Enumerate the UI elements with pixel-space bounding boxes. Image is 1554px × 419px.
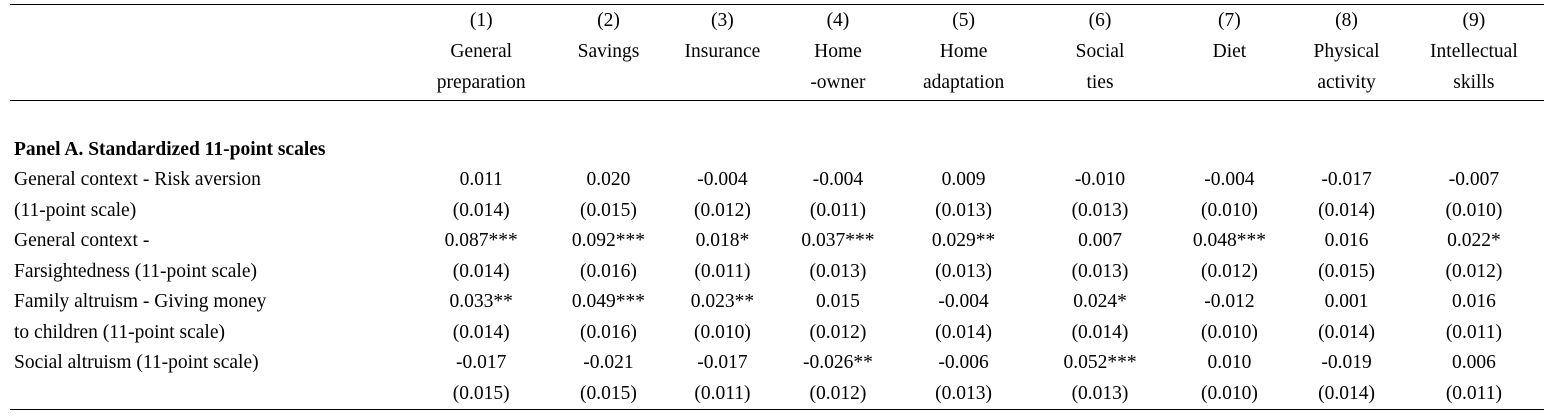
table-header xyxy=(10,5,1544,101)
row-label: Social altruism (11-point scale) xyxy=(14,352,259,373)
header-row-names-line1 xyxy=(10,36,1544,67)
header-column-number: (7) xyxy=(1218,10,1241,31)
standard-error-cell: (0.016) xyxy=(580,321,637,343)
coefficient-cell: 0.022* xyxy=(1447,230,1501,251)
coefficient-cell: -0.004 xyxy=(697,169,748,190)
header-column-name-line2: -owner xyxy=(779,67,897,101)
standard-error-row xyxy=(10,196,1544,227)
standard-error-cell: (0.011) xyxy=(1404,379,1544,410)
header-corner xyxy=(10,5,411,36)
row-label xyxy=(10,379,411,410)
row-label: Farsightedness (11-point scale) xyxy=(14,260,257,282)
header-column-number: (9) xyxy=(1462,10,1486,31)
coefficient-cell: 0.018* xyxy=(695,230,750,251)
coefficient-cell: 0.052*** xyxy=(1063,352,1137,373)
header-column-number: (6) xyxy=(1088,10,1112,31)
standard-error-cell: (0.011) xyxy=(1445,321,1502,343)
header-column-number: (5) xyxy=(952,10,975,31)
spacer-row xyxy=(10,101,1544,136)
coefficient-cell: 0.087*** xyxy=(444,230,518,251)
coefficient-cell: 0.029** xyxy=(931,230,996,251)
standard-error-cell: (0.010) xyxy=(693,321,751,343)
header-column-number: (8) xyxy=(1335,10,1358,31)
coefficient-cell: 0.001 xyxy=(1324,291,1369,312)
coefficient-cell: 0.011 xyxy=(459,169,503,190)
standard-error-row xyxy=(10,379,1544,410)
standard-error-cell: (0.015) xyxy=(1318,260,1375,282)
standard-error-cell: (0.013) xyxy=(1030,379,1169,410)
coefficient-cell: -0.017 xyxy=(697,352,748,373)
header-column-name-line1: Diet xyxy=(1212,41,1247,62)
header-corner xyxy=(10,36,411,67)
coefficient-row xyxy=(10,287,1544,318)
row-label: General context - xyxy=(14,230,150,251)
coefficient-cell: -0.012 xyxy=(1204,291,1255,312)
standard-error-cell: (0.012) xyxy=(693,199,751,221)
standard-error-cell: (0.011) xyxy=(694,260,751,282)
coefficient-row xyxy=(10,348,1544,379)
standard-error-cell: (0.012) xyxy=(779,379,897,410)
standard-error-row xyxy=(10,257,1544,288)
coefficient-cell: -0.017 xyxy=(456,352,507,373)
header-column-number: (4) xyxy=(826,10,850,31)
standard-error-cell: (0.015) xyxy=(580,199,637,221)
coefficient-row xyxy=(10,165,1544,196)
standard-error-cell: (0.012) xyxy=(1200,260,1258,282)
panel-title-row xyxy=(10,135,1544,165)
row-label: (11-point scale) xyxy=(14,199,137,221)
header-column-number: (2) xyxy=(597,10,620,31)
row-label: General context - Risk aversion xyxy=(14,169,261,190)
coefficient-cell: -0.019 xyxy=(1321,352,1372,373)
standard-error-cell: (0.014) xyxy=(1289,379,1403,410)
standard-error-cell: (0.014) xyxy=(935,321,993,343)
coefficient-cell: -0.004 xyxy=(1204,169,1255,190)
header-column-name-line2 xyxy=(1170,67,1290,101)
coefficient-cell: -0.026** xyxy=(803,352,873,373)
coefficient-cell: -0.010 xyxy=(1074,169,1126,190)
header-column-name-line2 xyxy=(666,67,779,101)
standard-error-cell: (0.013) xyxy=(1071,260,1129,282)
standard-error-cell: (0.013) xyxy=(1071,199,1129,221)
standard-error-cell: (0.011) xyxy=(809,199,866,221)
coefficient-cell: 0.015 xyxy=(816,291,860,312)
header-row-column-numbers xyxy=(10,5,1544,36)
header-column-name-line1: Insurance xyxy=(684,41,761,62)
header-column-name-line1: Social xyxy=(1075,41,1125,62)
regression-table xyxy=(10,4,1544,410)
standard-error-cell: (0.013) xyxy=(897,379,1031,410)
standard-error-cell: (0.012) xyxy=(809,321,867,343)
header-column-name-line1: Intellectual xyxy=(1430,41,1518,62)
standard-error-cell: (0.013) xyxy=(935,199,993,221)
header-column-name-line2: skills xyxy=(1404,67,1544,101)
coefficient-cell: 0.009 xyxy=(941,169,986,190)
coefficient-cell: 0.020 xyxy=(586,169,631,190)
coefficient-cell: 0.049*** xyxy=(571,291,646,312)
standard-error-cell: (0.012) xyxy=(1445,260,1503,282)
coefficient-cell: -0.021 xyxy=(583,352,634,373)
standard-error-cell: (0.014) xyxy=(1318,199,1375,221)
header-corner xyxy=(10,67,411,101)
row-label: Family altruism - Giving money xyxy=(14,291,267,312)
header-column-name-line2: activity xyxy=(1289,67,1403,101)
standard-error-cell: (0.014) xyxy=(1318,321,1375,343)
header-column-name-line1: Savings xyxy=(577,41,640,62)
header-column-number: (3) xyxy=(711,10,734,31)
coefficient-cell: 0.010 xyxy=(1207,352,1252,373)
coefficient-cell: 0.033** xyxy=(449,291,513,312)
standard-error-cell: (0.015) xyxy=(551,379,665,410)
row-label: to children (11-point scale) xyxy=(14,321,225,343)
standard-error-cell: (0.010) xyxy=(1200,321,1258,343)
standard-error-cell: (0.010) xyxy=(1170,379,1290,410)
coefficient-cell: 0.016 xyxy=(1451,291,1496,312)
coefficient-cell: -0.004 xyxy=(812,169,864,190)
header-column-name-line2 xyxy=(551,67,665,101)
coefficient-cell: 0.024* xyxy=(1073,291,1127,312)
standard-error-cell: (0.011) xyxy=(666,379,779,410)
header-column-name-line1: General xyxy=(450,41,513,62)
standard-error-cell: (0.010) xyxy=(1200,199,1258,221)
standard-error-cell: (0.016) xyxy=(580,260,637,282)
header-column-name-line2: preparation xyxy=(411,67,551,101)
coefficient-cell: -0.007 xyxy=(1448,169,1500,190)
standard-error-cell: (0.015) xyxy=(411,379,551,410)
coefficient-cell: 0.023** xyxy=(690,291,755,312)
header-column-name-line2: ties xyxy=(1030,67,1169,101)
standard-error-cell: (0.014) xyxy=(452,199,510,221)
header-column-name-line1: Home xyxy=(939,41,988,62)
table-body xyxy=(10,101,1544,410)
coefficient-cell: 0.016 xyxy=(1324,230,1369,251)
standard-error-cell: (0.010) xyxy=(1445,199,1503,221)
header-column-name-line1: Home xyxy=(814,41,862,62)
standard-error-cell: (0.013) xyxy=(809,260,867,282)
standard-error-cell: (0.014) xyxy=(452,260,510,282)
coefficient-cell: -0.017 xyxy=(1321,169,1372,190)
coefficient-cell: 0.092*** xyxy=(571,230,646,251)
coefficient-cell: 0.006 xyxy=(1451,352,1496,373)
coefficient-cell: 0.037*** xyxy=(801,230,875,251)
header-row-names-line2 xyxy=(10,67,1544,101)
standard-error-cell: (0.013) xyxy=(935,260,993,282)
standard-error-cell: (0.014) xyxy=(1071,321,1129,343)
coefficient-row xyxy=(10,226,1544,257)
header-column-number: (1) xyxy=(469,10,493,31)
header-column-name-line1: Physical xyxy=(1313,41,1380,62)
coefficient-cell: -0.006 xyxy=(938,352,989,373)
standard-error-row xyxy=(10,318,1544,349)
standard-error-cell: (0.014) xyxy=(452,321,510,343)
panel-title: Panel A. Standardized 11-point scales xyxy=(14,139,326,160)
header-column-name-line2: adaptation xyxy=(897,67,1031,101)
coefficient-cell: 0.048*** xyxy=(1192,230,1266,251)
coefficient-cell: -0.004 xyxy=(938,291,989,312)
coefficient-cell: 0.007 xyxy=(1078,230,1122,251)
